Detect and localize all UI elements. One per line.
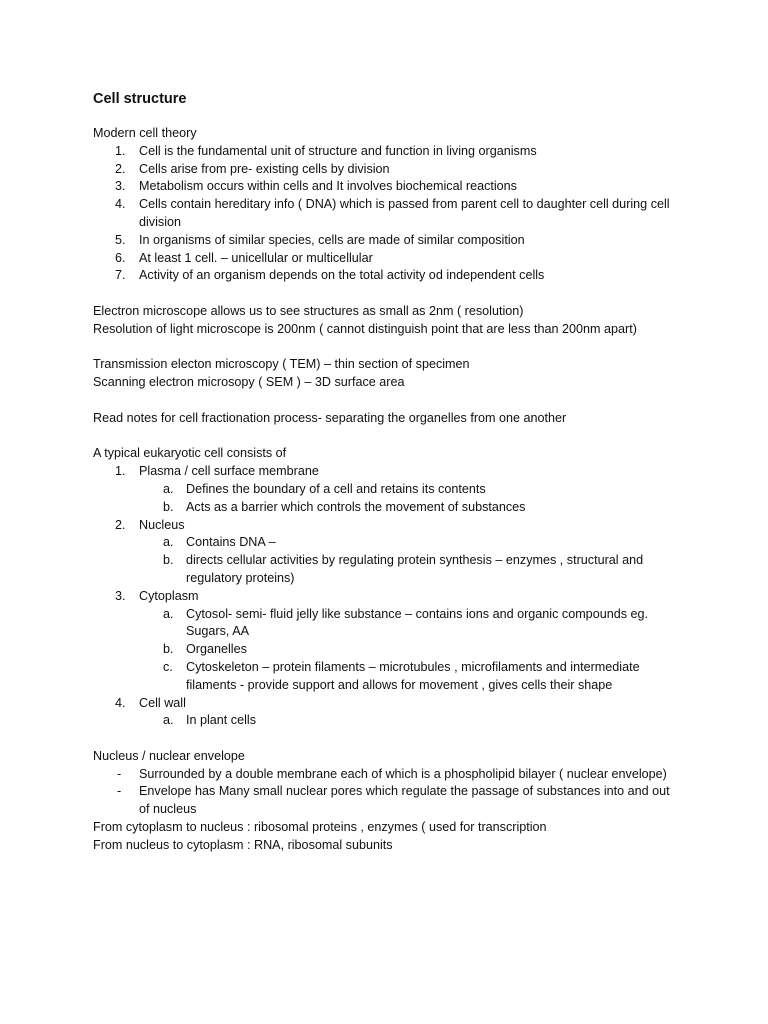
sub-list-item: a. Contains DNA – — [163, 535, 276, 550]
list-item: 3. Metabolism occurs within cells and It involves biochemical reactions — [115, 179, 517, 194]
eukaryotic-list — [93, 463, 683, 730]
electron-microscope-text: Electron microscope allows us to see structures as small as 2nm ( resolution) — [93, 303, 524, 318]
list-item: 4. Cells contain hereditary info ( DNA) which is passed from parent cell to daughter cell during cell division — [115, 197, 670, 229]
sub-list-item: b. Organelles — [163, 642, 247, 657]
cell-theory-list — [93, 143, 683, 285]
page-title: Cell structure — [93, 91, 187, 107]
to-nucleus-text: From cytoplasm to nucleus : ribosomal proteins , enzymes ( used for transcription — [93, 820, 547, 835]
sub-list-item: a. Defines the boundary of a cell and retains its contents — [163, 481, 486, 496]
sub-list-item: c. Cytoskeleton – protein filaments – microtubules , microfilaments and intermediate filaments - provide support and allows for movement , gives cells their shape — [163, 659, 640, 692]
list-item: 2. Nucleus — [115, 517, 185, 532]
document-body — [93, 89, 683, 855]
list-item: 5. In organisms of similar species, cells are made of similar composition — [115, 232, 525, 247]
nucleus-heading: Nucleus / nuclear envelope — [93, 748, 245, 763]
sub-list-item: b. Acts as a barrier which controls the movement of substances — [163, 499, 526, 514]
fractionation-text: Read notes for cell fractionation process- separating the organelles from one another — [93, 410, 567, 425]
list-item: 6. At least 1 cell. – unicellular or multicellular — [115, 250, 373, 265]
sem-text: Scanning electron microsopy ( SEM ) – 3D surface area — [93, 375, 405, 390]
list-item: 1. Cell is the fundamental unit of structure and function in living organisms — [115, 143, 537, 158]
sub-list-item: a. Cytosol- semi- fluid jelly like substance – contains ions and organic compounds eg. Sugars, AA — [163, 606, 649, 639]
list-item: 1. Plasma / cell surface membrane — [115, 464, 319, 479]
list-item: - Surrounded by a double membrane each of which is a phospholipid bilayer ( nuclear envelope) — [117, 766, 667, 781]
nucleus-list — [93, 766, 683, 819]
cell-theory-heading: Modern cell theory — [93, 126, 197, 140]
list-item: 3. Cytoplasm — [115, 588, 199, 603]
tem-text: Transmission electon microscopy ( TEM) – thin section of specimen — [93, 357, 470, 372]
list-item: 2. Cells arise from pre- existing cells by division — [115, 161, 390, 176]
eukaryotic-heading: A typical eukaryotic cell consists of — [93, 446, 287, 461]
list-item: 7. Activity of an organism depends on the total activity od independent cells — [115, 268, 545, 283]
list-item: 4. Cell wall — [115, 695, 186, 710]
sub-list-item: a. In plant cells — [163, 713, 257, 728]
from-nucleus-text: From nucleus to cytoplasm : RNA, ribosomal subunits — [93, 837, 393, 852]
light-microscope-text: Resolution of light microscope is 200nm ( cannot distinguish point that are less than 200nm apart) — [93, 321, 637, 336]
sub-list-item: b. directs cellular activities by regulating protein synthesis – enzymes , structural and regulatory proteins) — [163, 553, 644, 585]
list-item: - Envelope has Many small nuclear pores which regulate the passage of substances into and out of nucleus — [117, 784, 670, 817]
